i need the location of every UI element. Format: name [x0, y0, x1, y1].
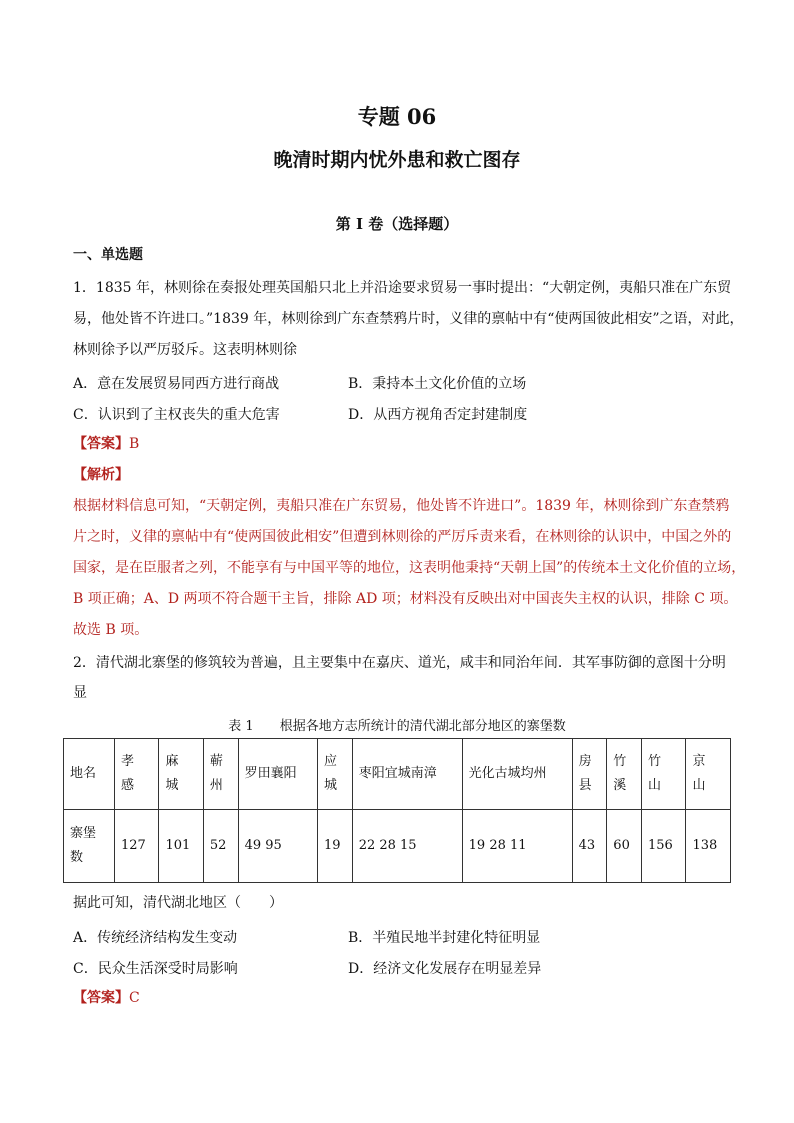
q1-analysis-line-2: 片之时，义律的禀帖中有“使两国彼此相安”但遭到林则徐的严厉斥责来看，在林则徐的认识中，中国之外的 [73, 529, 732, 545]
table-cell: 52 [203, 810, 238, 883]
table-cell: 京山 [686, 739, 731, 810]
table-cell: 19 28 11 [462, 810, 572, 883]
table-header-cell: 地名 [64, 739, 115, 810]
q2-option-d: D．经济文化发展存在明显差异 [348, 961, 542, 977]
table-cell: 60 [607, 810, 642, 883]
answer-value: C [129, 990, 140, 1006]
table-cell: 138 [686, 810, 731, 883]
q1-option-b: B．秉持本土文化价值的立场 [348, 376, 527, 392]
answer-label: 【答案】 [73, 436, 129, 452]
table-caption [0, 715, 794, 734]
q2-stem-line-1: 2．清代湖北寨堡的修筑较为普遍，且主要集中在嘉庆、道光，咸丰和同治年间．其军事防御的意图十分明 [73, 655, 726, 671]
q2-answer [73, 989, 733, 1007]
section-heading: 一、单选题 [73, 247, 143, 263]
q1-analysis-line-5: 故选 B 项。 [73, 622, 149, 638]
table-cell: 19 [317, 810, 352, 883]
table-cell: 101 [159, 810, 203, 883]
q1-analysis-line-3: 国家，是在臣服者之列，不能享有与中国平等的地位，这表明他秉持“天朝上国”的传统本土文化价值的立场， [73, 560, 746, 576]
q1-analysis-line-4: B 项正确；A、D 两项不符合题干主旨，排除 AD 项；材料没有反映出对中国丧失主权的认识，排除 C 项。 [73, 591, 738, 607]
table-caption-text: 根据各地方志所统计的清代湖北部分地区的寨堡数 [279, 719, 566, 734]
q1-analysis-label: 【解析】 [73, 467, 129, 483]
q1-analysis-line-1: 根据材料信息可知，“天朝定例，夷船只准在广东贸易，他处皆不许进口”。1839 年，林则徐到广东查禁鸦 [73, 498, 730, 514]
table-cell: 竹山 [642, 739, 686, 810]
table-cell: 156 [642, 810, 686, 883]
table-cell: 孝感 [115, 739, 159, 810]
q2-option-b: B．半殖民地半封建化特征明显 [348, 930, 541, 946]
table-cell: 麻城 [159, 739, 203, 810]
table-cell: 127 [115, 810, 159, 883]
table-cell: 蕲州 [203, 739, 238, 810]
q2-option-c: C．民众生活深受时局影响 [73, 961, 238, 977]
table-cell: 罗田襄阳 [238, 739, 317, 810]
table-cell: 应城 [317, 739, 352, 810]
q1-stem-line-2: 易，他处皆不许进口。”1839 年，林则徐到广东查禁鸦片时，义律的禀帖中有“使两国彼此相安”之语，对此， [73, 311, 744, 327]
q1-stem-line-1: 1．1835 年，林则徐在奏报处理英国船只北上并沿途要求贸易一事时提出：“大朝定例，夷船只准在广东贸 [73, 280, 732, 296]
table-cell: 43 [572, 810, 607, 883]
answer-label: 【答案】 [73, 990, 129, 1006]
q1-option-a: A．意在发展贸易同西方进行商战 [73, 376, 280, 392]
fortress-table [63, 738, 731, 883]
table-cell: 竹溪 [607, 739, 642, 810]
answer-value: B [129, 436, 140, 452]
table-header-cell: 寨堡数 [64, 810, 115, 883]
volume-heading: 第 I 卷（选择题） [335, 215, 459, 233]
page-subtitle: 晚清时期内忧外患和救亡图存 [273, 149, 521, 171]
table-row [64, 810, 731, 883]
q1-answer [73, 435, 733, 453]
table-cell: 22 28 15 [352, 810, 462, 883]
table-cell: 枣阳宜城南漳 [352, 739, 462, 810]
table-caption-number: 表 1 [228, 719, 254, 734]
q2-question: 据此可知，清代湖北地区（ ） [73, 895, 283, 911]
table-cell: 房县 [572, 739, 607, 810]
q1-option-c: C．认识到了主权丧失的重大危害 [73, 407, 280, 423]
q1-stem-line-3: 林则徐予以严厉驳斥。这表明林则徐 [73, 342, 297, 358]
table-cell: 49 95 [238, 810, 317, 883]
q2-stem-line-2: 显 [73, 685, 87, 701]
table-row [64, 739, 731, 810]
topic-title: 专题 06 [357, 104, 437, 129]
q2-option-a: A．传统经济结构发生变动 [73, 930, 238, 946]
q1-option-d: D．从西方视角否定封建制度 [348, 407, 528, 423]
table-cell: 光化古城均州 [462, 739, 572, 810]
